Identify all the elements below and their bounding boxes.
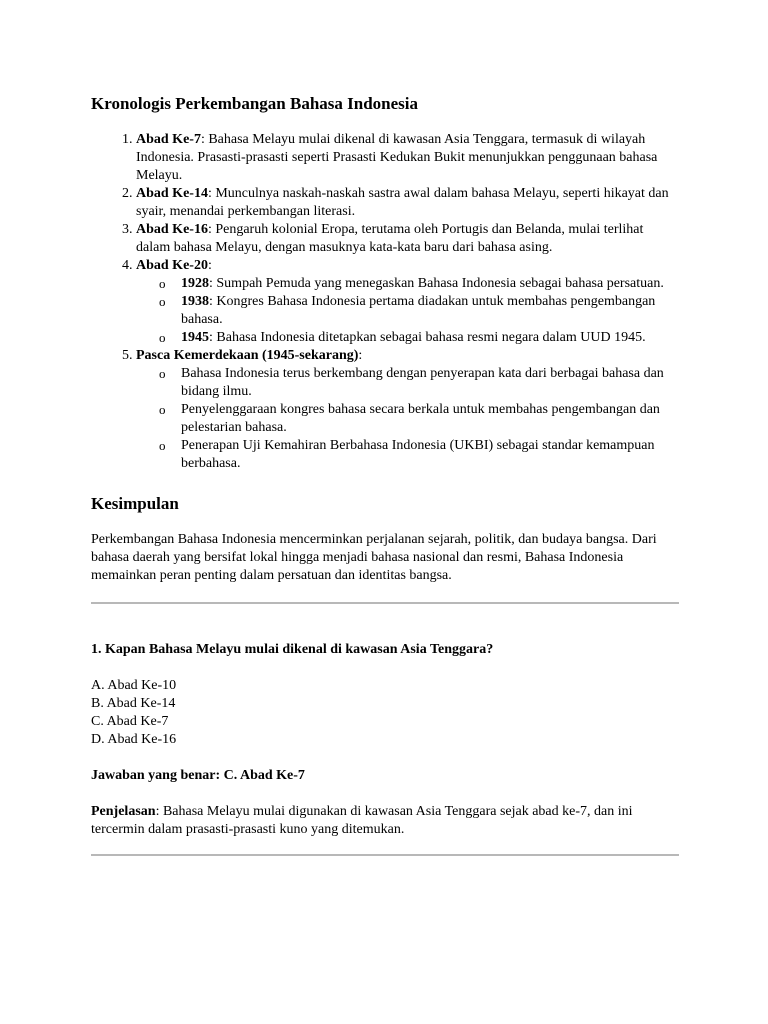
item-text: : Bahasa Melayu mulai dikenal di kawasan Asia Tenggara, termasuk di wilayah Indonesia. Prasasti-prasasti seperti Prasasti Kedukan Bukit menunjukkan penggunaan bahasa Melayu. — [136, 132, 658, 183]
sub-list-item — [181, 365, 679, 401]
sub-item-text: : Bahasa Indonesia ditetapkan sebagai bahasa resmi negara dalam UUD 1945. — [209, 330, 646, 345]
item-text: : — [358, 348, 363, 363]
quiz-option: C. Abad Ke-7 — [91, 714, 169, 729]
section-divider — [91, 854, 679, 856]
page-title: Kronologis Perkembangan Bahasa Indonesia — [91, 94, 419, 113]
item-term: Abad Ke-20 — [136, 258, 208, 273]
conclusion-text: Perkembangan Bahasa Indonesia mencerminkan perjalanan sejarah, politik, dan budaya bangsa. Dari bahasa daerah yang bersifat lokal hingga menjadi bahasa nasional dan resmi, Bahasa Indonesia memainkan peran penting dalam persatuan dan identitas bangsa. — [91, 532, 657, 583]
sub-item-text: : Sumpah Pemuda yang menegaskan Bahasa Indonesia sebagai bahasa persatuan. — [209, 276, 664, 291]
quiz-options — [91, 677, 679, 749]
sub-item-text: Penerapan Uji Kemahiran Berbahasa Indonesia (UKBI) sebagai standar kemampuan berbahasa. — [181, 438, 655, 471]
quiz-explanation — [91, 803, 679, 839]
conclusion-heading: Kesimpulan — [91, 494, 179, 513]
item-term: Abad Ke-14 — [136, 186, 208, 201]
sub-item-term: 1938 — [181, 294, 209, 309]
sub-item-text: Bahasa Indonesia terus berkembang dengan penyerapan kata dari berbagai bahasa dan bidang ilmu. — [181, 366, 664, 399]
document-page — [91, 93, 679, 856]
item-text: : Munculnya naskah-naskah sastra awal dalam bahasa Melayu, seperti hikayat dan syair, menandai perkembangan literasi. — [136, 186, 669, 219]
sub-list-item — [181, 275, 679, 293]
quiz-answer: Jawaban yang benar: C. Abad Ke-7 — [91, 768, 305, 783]
item-term: Abad Ke-16 — [136, 222, 208, 237]
item-text: : — [207, 258, 212, 273]
sub-item-text: : Kongres Bahasa Indonesia pertama diadakan untuk membahas pengembangan bahasa. — [181, 294, 656, 327]
item-text: : Pengaruh kolonial Eropa, terutama oleh Portugis dan Belanda, mulai terlihat dalam bahasa Melayu, dengan masuknya kata-kata baru dari bahasa asing. — [136, 222, 644, 255]
item-term: Pasca Kemerdekaan (1945-sekarang) — [136, 348, 359, 363]
quiz-option: B. Abad Ke-14 — [91, 696, 176, 711]
sub-list-item — [181, 329, 679, 347]
sub-item-text: Penyelenggaraan kongres bahasa secara berkala untuk membahas pengembangan dan pelestarian bahasa. — [181, 402, 660, 435]
section-divider — [91, 602, 679, 604]
sub-list-item — [181, 437, 679, 473]
list-item — [136, 131, 679, 185]
sub-list — [136, 275, 679, 347]
sub-item-term: 1945 — [181, 330, 209, 345]
sub-list-item — [181, 401, 679, 437]
list-item — [136, 257, 679, 347]
item-term: Abad Ke-7 — [136, 132, 201, 147]
list-item — [136, 347, 679, 473]
quiz-question: 1. Kapan Bahasa Melayu mulai dikenal di kawasan Asia Tenggara? — [91, 642, 494, 657]
sub-list-item — [181, 293, 679, 329]
quiz-option: A. Abad Ke-10 — [91, 678, 177, 693]
list-item — [136, 221, 679, 257]
sub-item-term: 1928 — [181, 276, 209, 291]
list-item — [136, 185, 679, 221]
quiz-option: D. Abad Ke-16 — [91, 732, 177, 747]
explanation-text: : Bahasa Melayu mulai digunakan di kawasan Asia Tenggara sejak abad ke-7, dan ini tercermin dalam prasasti-prasasti kuno yang ditemukan. — [91, 804, 633, 837]
explanation-label: Penjelasan — [91, 804, 156, 819]
chronology-list — [91, 131, 679, 473]
sub-list — [136, 365, 679, 473]
